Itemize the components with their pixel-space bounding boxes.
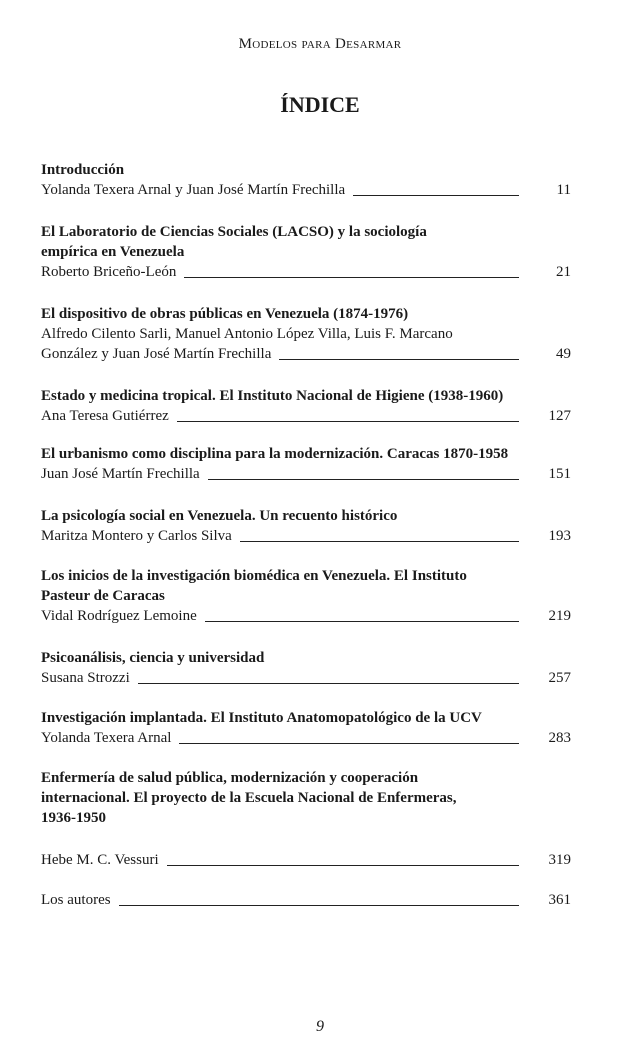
- entry-author-line: [41, 728, 571, 748]
- entry-title: Los inicios de la investigación biomédica en Venezuela. El Instituto: [41, 568, 467, 584]
- entry-page: 11: [556, 182, 571, 198]
- entry-page: 21: [556, 264, 571, 280]
- toc-entry: [41, 890, 571, 910]
- entry-title: La psicología social en Venezuela. Un recuento histórico: [41, 508, 398, 524]
- toc-entry: [41, 444, 571, 484]
- entry-author: Hebe M. C. Vessuri: [41, 852, 159, 868]
- leader-line: [119, 905, 519, 906]
- entry-page: 319: [548, 852, 571, 868]
- entry-author: Alfredo Cilento Sarli, Manuel Antonio López Villa, Luis F. Marcano: [41, 326, 453, 342]
- entry-author: Ana Teresa Gutiérrez: [41, 408, 169, 424]
- entry-author-line: [41, 526, 571, 546]
- entry-page: 49: [556, 346, 571, 362]
- entry-author-line: [41, 344, 571, 364]
- leader-line: [184, 277, 519, 278]
- running-head: Modelos para Desarmar: [238, 36, 402, 52]
- entry-author: Susana Strozzi: [41, 670, 130, 686]
- entry-title: empírica en Venezuela: [41, 244, 185, 260]
- entry-title: Enfermería de salud pública, modernización y cooperación: [41, 770, 419, 786]
- leader-line: [138, 683, 519, 684]
- toc-entry: [41, 708, 571, 748]
- leader-line: [179, 743, 519, 744]
- leader-line: [177, 421, 519, 422]
- entry-author: Yolanda Texera Arnal y Juan José Martín Frechilla: [41, 182, 346, 198]
- toc-entry: [41, 506, 571, 546]
- entry-title: Introducción: [41, 162, 125, 178]
- toc-entry: [41, 386, 571, 426]
- leader-line: [205, 621, 519, 622]
- entry-title: El urbanismo como disciplina para la modernización. Caracas 1870-1958: [41, 446, 509, 462]
- entry-page: 283: [548, 730, 571, 746]
- leader-line: [240, 541, 519, 542]
- entry-author: González y Juan José Martín Frechilla: [41, 346, 272, 362]
- toc-entry: [41, 566, 571, 626]
- entry-title: Investigación implantada. El Instituto Anatomopatológico de la UCV: [41, 710, 482, 726]
- toc-entry: [41, 222, 571, 282]
- entry-author-line: [41, 464, 571, 484]
- toc-entry: [41, 648, 571, 688]
- entry-title: 1936-1950: [41, 810, 106, 826]
- entry-author: Maritza Montero y Carlos Silva: [41, 528, 232, 544]
- entry-author: Roberto Briceño-León: [41, 264, 177, 280]
- entry-author: Yolanda Texera Arnal: [41, 730, 172, 746]
- entry-title: Estado y medicina tropical. El Instituto Nacional de Higiene (1938-1960): [41, 388, 504, 404]
- toc-entry: [41, 768, 571, 828]
- entry-author: Vidal Rodríguez Lemoine: [41, 608, 197, 624]
- entry-title: Psicoanálisis, ciencia y universidad: [41, 650, 265, 666]
- toc-entry: [41, 160, 571, 200]
- entry-author-line: [41, 606, 571, 626]
- entry-page: 193: [548, 528, 571, 544]
- entry-author-line: [41, 850, 571, 870]
- leader-line: [208, 479, 519, 480]
- entry-author-line: [41, 180, 571, 200]
- leader-line: [353, 195, 519, 196]
- entry-author-line: [41, 324, 571, 344]
- entry-author: Los autores: [41, 892, 111, 908]
- entry-page: 257: [548, 670, 571, 686]
- entry-page: 151: [548, 466, 571, 482]
- leader-line: [167, 865, 519, 866]
- leader-line: [279, 359, 519, 360]
- page-number: 9: [316, 1018, 324, 1035]
- toc-entry: [41, 304, 571, 364]
- entry-title: El dispositivo de obras públicas en Venezuela (1874-1976): [41, 306, 409, 322]
- entry-page: 127: [548, 408, 571, 424]
- page-title: ÍNDICE: [280, 92, 360, 117]
- entry-page: 361: [548, 892, 571, 908]
- entry-title: El Laboratorio de Ciencias Sociales (LACSO) y la sociología: [41, 224, 427, 240]
- entry-author-line: [41, 262, 571, 282]
- entry-author-line: [41, 668, 571, 688]
- entry-author-line: [41, 890, 571, 910]
- entry-page: 219: [548, 608, 571, 624]
- entry-author: Juan José Martín Frechilla: [41, 466, 200, 482]
- entry-title: internacional. El proyecto de la Escuela Nacional de Enfermeras,: [41, 790, 457, 806]
- toc-entry: [41, 850, 571, 870]
- entry-author-line: [41, 406, 571, 426]
- entry-title: Pasteur de Caracas: [41, 588, 165, 604]
